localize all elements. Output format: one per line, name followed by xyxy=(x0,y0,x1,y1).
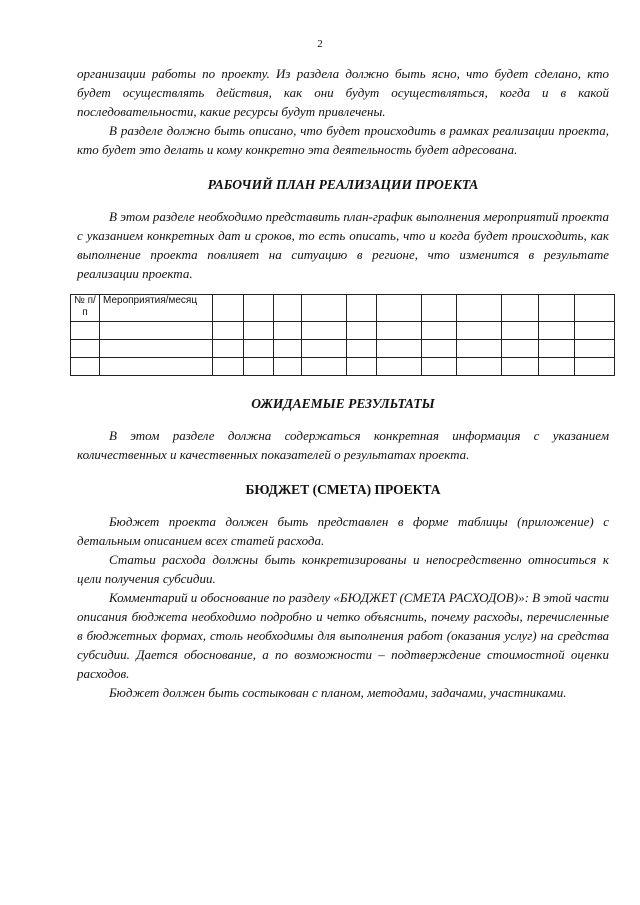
page-number: 2 xyxy=(317,38,323,50)
results-paragraph: В этом разделе должна содержаться конкретная информация с указанием количественных и качественных показателей о результатах проекта. xyxy=(77,428,609,462)
budget-paragraph-4: Бюджет должен быть состыкован с планом, методами, задачами, участниками. xyxy=(109,685,567,700)
table-cell xyxy=(502,340,539,358)
budget-heading: БЮДЖЕТ (СМЕТА) ПРОЕКТА xyxy=(245,482,441,497)
table-cell xyxy=(347,322,377,340)
table-cell xyxy=(71,358,100,376)
budget-paragraph-2: Статьи расхода должны быть конкретизированы и непосредственно относиться к цели получения субсидии. xyxy=(77,552,609,586)
header-month-cell xyxy=(377,295,422,322)
table-cell xyxy=(100,322,213,340)
table-cell xyxy=(302,340,347,358)
table-header-row xyxy=(71,295,615,322)
table-cell xyxy=(502,358,539,376)
header-month-cell xyxy=(422,295,457,322)
table-cell xyxy=(302,322,347,340)
header-month-cell xyxy=(539,295,575,322)
table-cell xyxy=(539,358,575,376)
table-cell xyxy=(244,340,274,358)
table-cell xyxy=(575,322,615,340)
table-cell xyxy=(213,322,244,340)
table-cell xyxy=(244,358,274,376)
table-cell xyxy=(274,358,302,376)
table-cell xyxy=(575,358,615,376)
header-month-cell xyxy=(457,295,502,322)
table-cell xyxy=(377,322,422,340)
table-cell xyxy=(422,358,457,376)
table-cell xyxy=(422,340,457,358)
header-month-cell xyxy=(347,295,377,322)
table-cell xyxy=(457,340,502,358)
header-month-cell xyxy=(575,295,615,322)
document-body xyxy=(74,64,609,702)
work-plan-table xyxy=(70,294,615,376)
table-cell xyxy=(575,340,615,358)
table-cell xyxy=(347,340,377,358)
header-month-cell xyxy=(213,295,244,322)
header-num-cell: № п/п xyxy=(71,295,100,322)
table-cell xyxy=(244,322,274,340)
table-row xyxy=(71,358,615,376)
header-month-cell xyxy=(302,295,347,322)
table-cell xyxy=(274,322,302,340)
header-month-cell xyxy=(502,295,539,322)
table-cell xyxy=(422,322,457,340)
intro-paragraph-1: организации работы по проекту. Из раздела должно быть ясно, что будет сделано, кто будет осуществлять действия, как они будут осуществляться, когда и в какой последовательности, какие ресурсы будут привлечены. xyxy=(77,66,609,119)
table-cell xyxy=(347,358,377,376)
table-cell xyxy=(302,358,347,376)
work-plan-heading: РАБОЧИЙ ПЛАН РЕАЛИЗАЦИИ ПРОЕКТА xyxy=(207,177,479,192)
table-row xyxy=(71,322,615,340)
table-cell xyxy=(71,340,100,358)
table-cell xyxy=(274,340,302,358)
work-plan-paragraph: В этом разделе необходимо представить план-график выполнения мероприятий проекта с указанием конкретных дат и сроков, то есть описать, что и когда будет происходить, как выполнение проекта повлияет на ситуацию в регионе, что изменится в результате реализации проекта. xyxy=(77,209,609,281)
header-events-cell: Мероприятия/месяц xyxy=(100,295,213,322)
table-cell xyxy=(100,358,213,376)
table-row xyxy=(71,340,615,358)
table-cell xyxy=(502,322,539,340)
results-heading: ОЖИДАЕМЫЕ РЕЗУЛЬТАТЫ xyxy=(251,396,435,411)
table-cell xyxy=(457,358,502,376)
header-month-cell xyxy=(274,295,302,322)
intro-paragraph-2: В разделе должно быть описано, что будет происходить в рамках реализации проекта, кто будет это делать и кому конкретно эта деятельность будет адресована. xyxy=(77,123,609,157)
table-cell xyxy=(71,322,100,340)
budget-paragraph-1: Бюджет проекта должен быть представлен в форме таблицы (приложение) с детальным описанием всех статей расхода. xyxy=(77,514,609,548)
table-cell xyxy=(377,340,422,358)
table-cell xyxy=(539,340,575,358)
table-cell xyxy=(213,340,244,358)
table-cell xyxy=(539,322,575,340)
table-cell xyxy=(457,322,502,340)
table-cell xyxy=(213,358,244,376)
budget-paragraph-3: Комментарий и обоснование по разделу «БЮДЖЕТ (СМЕТА РАСХОДОВ)»: В этой части описания бюджета необходимо подробно и четко объяснить, почему расходы, перечисленные в бюджетных формах, столь необходимы для выполнения работ (оказания услуг) на средства субсидии. Дается обоснование, а по возможности – подтверждение стоимостной оценки расходов. xyxy=(77,590,609,681)
table-cell xyxy=(377,358,422,376)
header-month-cell xyxy=(244,295,274,322)
table-cell xyxy=(100,340,213,358)
